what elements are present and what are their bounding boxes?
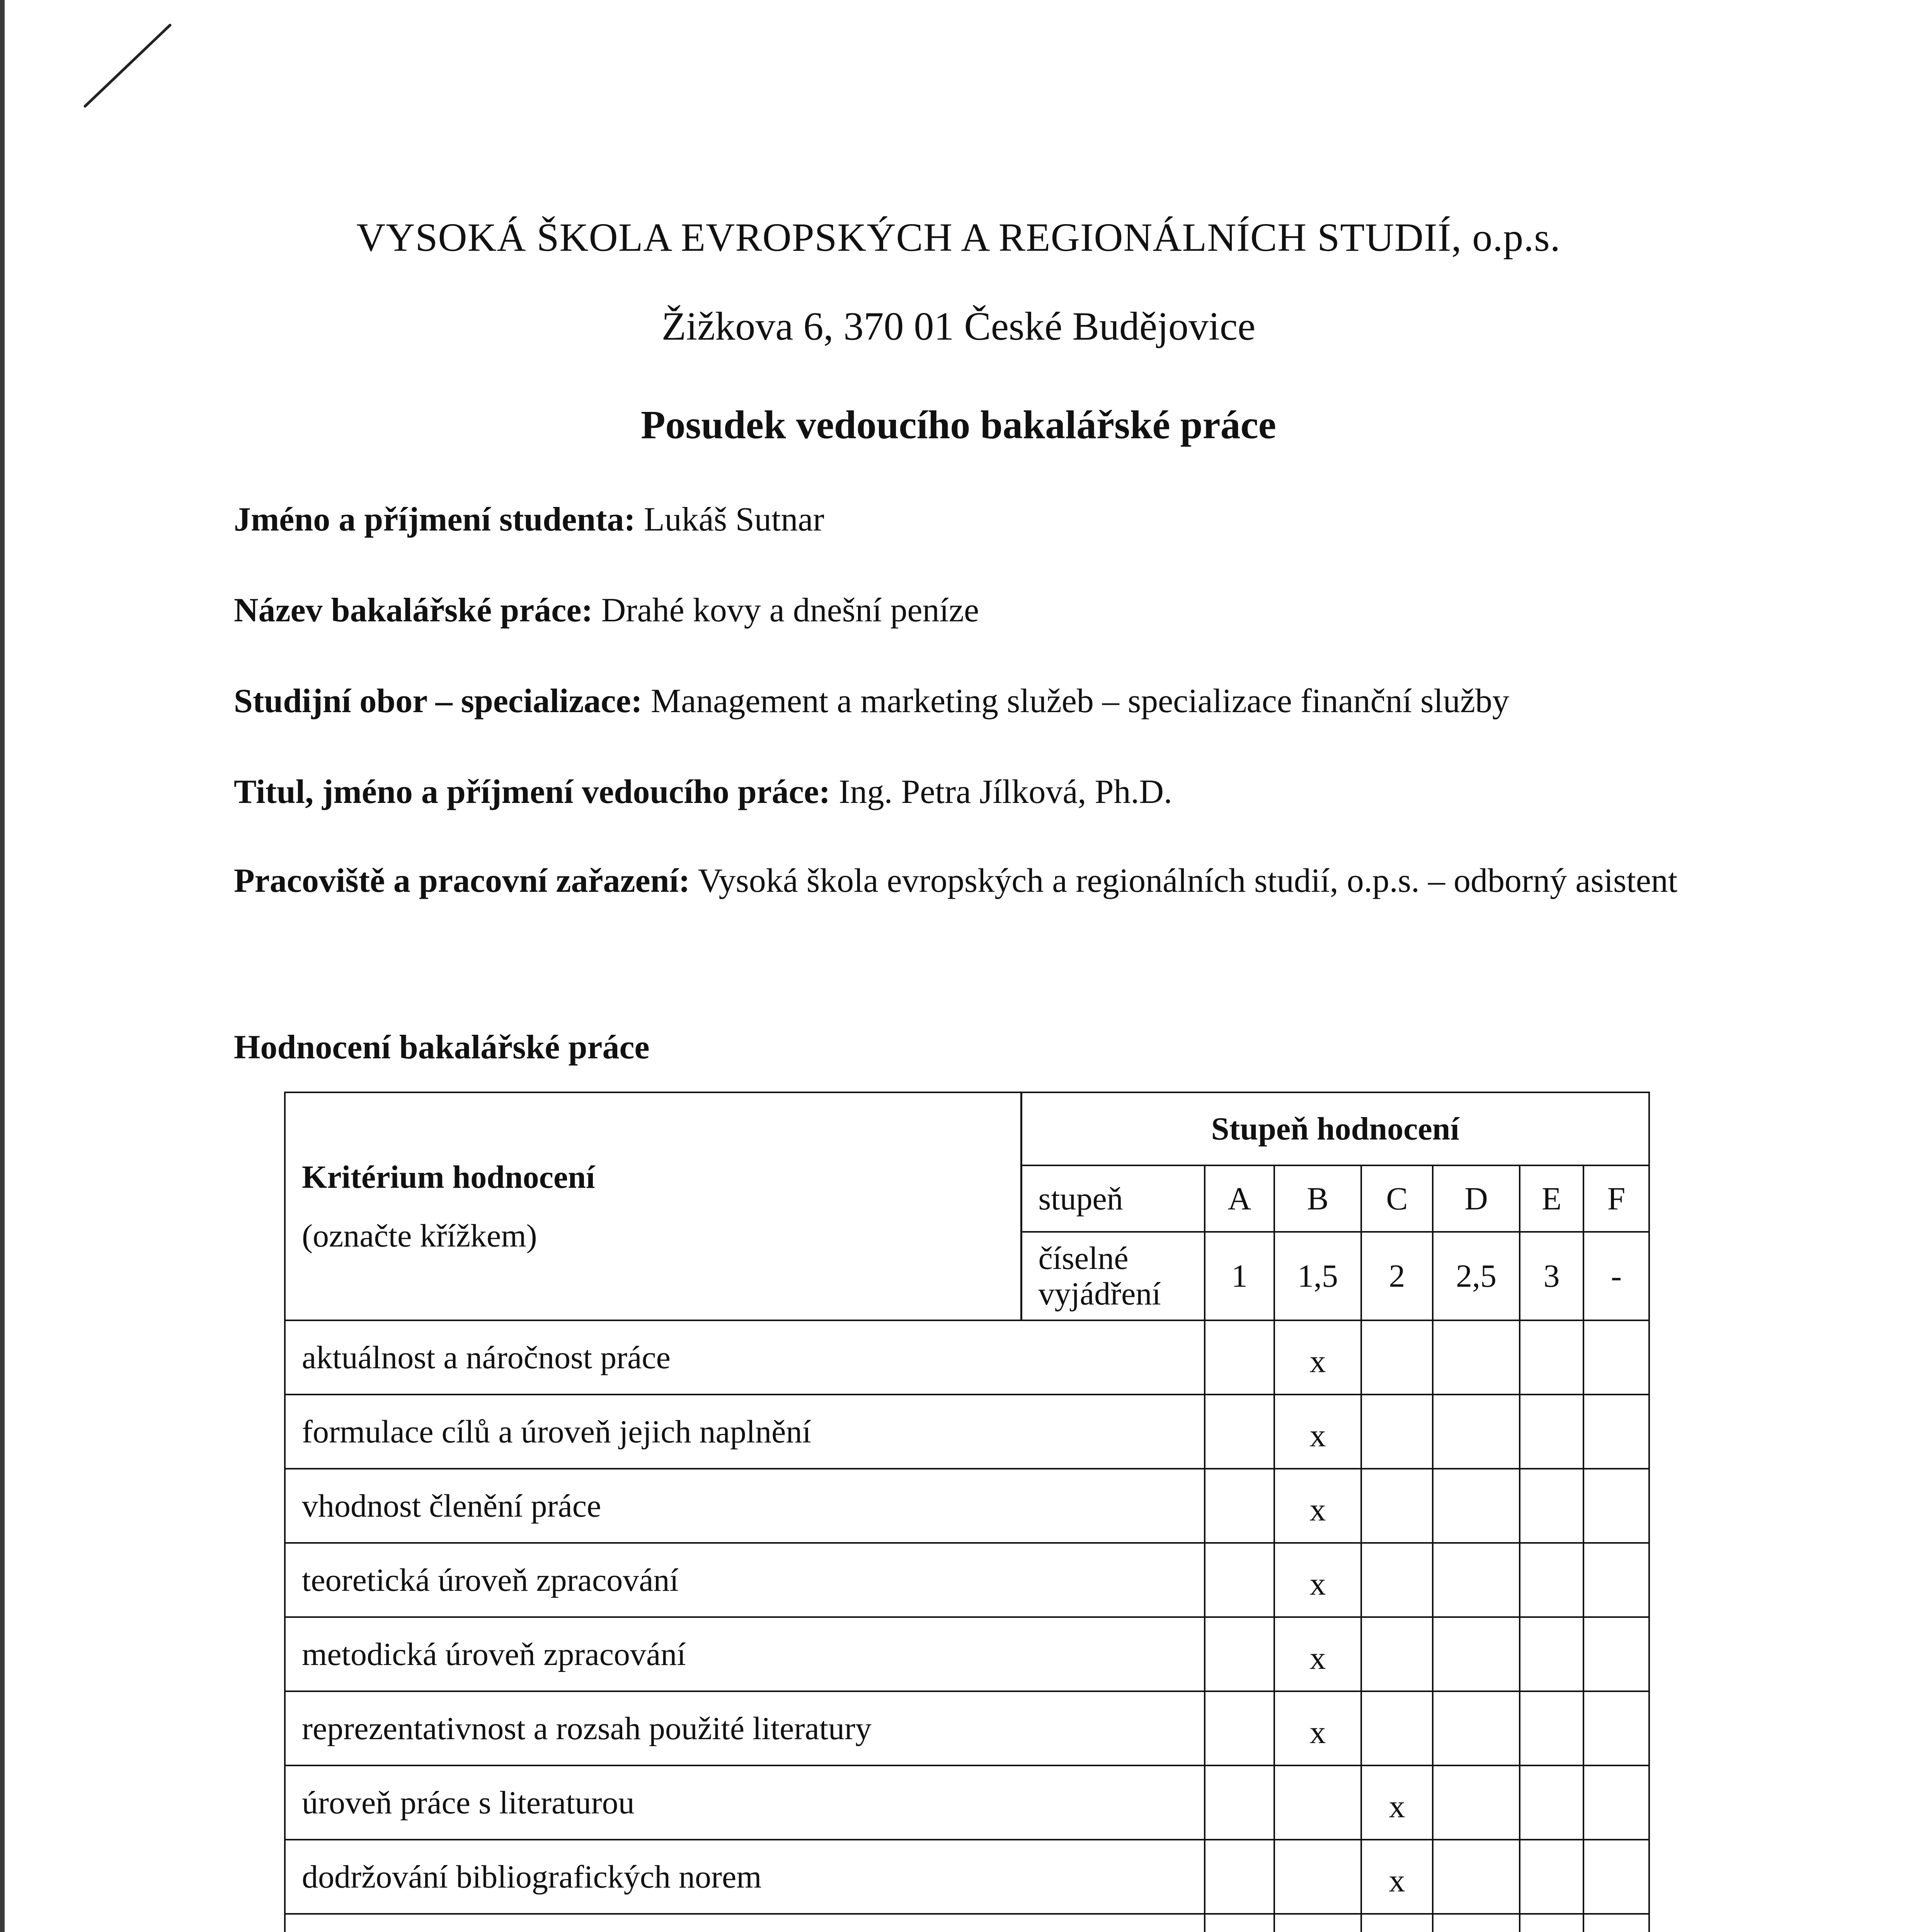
- criterion-header-cell: [285, 1092, 1021, 1320]
- field-value: Vysoká škola evropských a regionálních studií, o.p.s. – odborný asistent: [698, 862, 1678, 900]
- grade-mark-cell: [1520, 1320, 1583, 1395]
- grade-mark-cell: [1583, 1543, 1649, 1617]
- field-value: Management a marketing služeb – specializace finanční služby: [650, 682, 1509, 720]
- criterion-label: dodržování bibliografických norem: [285, 1840, 1205, 1914]
- grade-mark-cell: [1520, 1691, 1583, 1765]
- criterion-row: [285, 1469, 1649, 1543]
- grade-mark-cell: [1433, 1320, 1520, 1395]
- grade-mark-cell: [1583, 1617, 1649, 1691]
- grade-letter: F: [1583, 1165, 1649, 1232]
- field-supervisor: [234, 771, 1172, 813]
- grade-mark-cell: x: [1274, 1469, 1361, 1543]
- grade-mark-cell: [1205, 1617, 1274, 1691]
- criterion-row: [285, 1765, 1649, 1840]
- grade-mark-cell: [1583, 1469, 1649, 1543]
- field-separator: [642, 682, 651, 720]
- grade-mark-cell: x: [1274, 1543, 1361, 1617]
- grade-mark-cell: [1274, 1914, 1361, 1932]
- criterion-label: metodická úroveň zpracování: [285, 1617, 1205, 1691]
- grade-mark-cell: [1520, 1469, 1583, 1543]
- criterion-row: [285, 1617, 1649, 1691]
- grade-letter: C: [1361, 1165, 1433, 1232]
- grade-mark-cell: [1433, 1617, 1520, 1691]
- grade-mark-cell: [1274, 1765, 1361, 1840]
- grade-mark-cell: [1205, 1395, 1274, 1469]
- grade-row-label: stupeň: [1021, 1165, 1205, 1232]
- grade-mark-cell: x: [1274, 1320, 1361, 1395]
- grade-mark-cell: [1433, 1691, 1520, 1765]
- scan-edge-line: [0, 0, 5, 1932]
- criterion-row: [285, 1691, 1649, 1765]
- criterion-row: [285, 1395, 1649, 1469]
- criterion-row: [285, 1914, 1649, 1932]
- grade-mark-cell: [1205, 1320, 1274, 1395]
- grade-mark-cell: x: [1361, 1765, 1433, 1840]
- evaluation-table-body: [285, 1092, 1649, 1932]
- criterion-hint: (označte křížkem): [302, 1218, 537, 1254]
- grade-mark-cell: [1583, 1691, 1649, 1765]
- criterion-label: teoretická úroveň zpracování: [285, 1543, 1205, 1617]
- grade-mark-cell: x: [1361, 1840, 1433, 1914]
- grade-mark-cell: [1520, 1617, 1583, 1691]
- institution-address: Žižkova 6, 370 01 České Budějovice: [661, 304, 1256, 349]
- grade-numeric: 2,5: [1433, 1232, 1520, 1320]
- grade-mark-cell: [1520, 1840, 1583, 1914]
- field-value: Drahé kovy a dnešní peníze: [601, 592, 979, 629]
- field-separator: [593, 592, 601, 629]
- field-label: Pracoviště a pracovní zařazení:: [234, 862, 690, 900]
- grade-mark-cell: [1520, 1543, 1583, 1617]
- grade-mark-cell: [1205, 1691, 1274, 1765]
- grade-mark-cell: [1205, 1543, 1274, 1617]
- grade-numeric: -: [1583, 1232, 1649, 1320]
- grade-mark-cell: [1583, 1395, 1649, 1469]
- grade-letter: E: [1520, 1165, 1583, 1232]
- grade-mark-cell: x: [1274, 1395, 1361, 1469]
- institution-name: VYSOKÁ ŠKOLA EVROPSKÝCH A REGIONÁLNÍCH STUDIÍ, o.p.s.: [356, 215, 1561, 260]
- grade-mark-cell: [1520, 1395, 1583, 1469]
- criterion-label: [285, 1914, 1205, 1932]
- grade-mark-cell: [1433, 1765, 1520, 1840]
- grade-mark-cell: [1361, 1617, 1433, 1691]
- field-label: Titul, jméno a příjmení vedoucího práce: [234, 773, 819, 811]
- criterion-row: [285, 1543, 1649, 1617]
- grade-mark-cell: [1205, 1840, 1274, 1914]
- grade-mark-cell: [1433, 1469, 1520, 1543]
- field-label: Název bakalářské práce:: [234, 592, 593, 629]
- field-label: Jméno a příjmení studenta: [234, 501, 624, 538]
- evaluation-section-title: Hodnocení bakalářské práce: [234, 1029, 650, 1066]
- field-workplace: [234, 860, 1687, 902]
- criterion-row: [285, 1320, 1649, 1395]
- criterion-row: [285, 1840, 1649, 1914]
- field-thesis-title: [234, 589, 979, 632]
- grade-letter: A: [1205, 1165, 1274, 1232]
- grade-mark-cell: [1433, 1543, 1520, 1617]
- table-header-row: [285, 1092, 1649, 1165]
- grade-mark-cell: [1583, 1914, 1649, 1932]
- grade-letter: D: [1433, 1165, 1520, 1232]
- field-value: Ing. Petra Jílková, Ph.D.: [839, 773, 1172, 811]
- grade-mark-cell: [1205, 1469, 1274, 1543]
- grade-mark-cell: [1205, 1914, 1274, 1932]
- pen-slash-mark: [77, 17, 178, 114]
- field-student: [234, 498, 824, 541]
- grade-mark-cell: [1433, 1395, 1520, 1469]
- field-value: Lukáš Sutnar: [644, 501, 824, 538]
- grade-mark-cell: [1520, 1765, 1583, 1840]
- evaluation-table: [284, 1092, 1651, 1932]
- grade-mark-cell: x: [1274, 1617, 1361, 1691]
- numeric-row-label: číselné vyjádření: [1021, 1232, 1205, 1320]
- grade-mark-cell: [1361, 1395, 1433, 1469]
- field-separator: :: [624, 501, 644, 538]
- grade-mark-cell: [1361, 1914, 1433, 1932]
- criterion-label: reprezentativnost a rozsah použité literatury: [285, 1691, 1205, 1765]
- criterion-label: úroveň práce s literaturou: [285, 1765, 1205, 1840]
- grade-mark-cell: [1583, 1840, 1649, 1914]
- grade-mark-cell: [1433, 1914, 1520, 1932]
- grade-numeric: 2: [1361, 1232, 1433, 1320]
- grade-mark-cell: [1361, 1543, 1433, 1617]
- grade-mark-cell: [1205, 1765, 1274, 1840]
- grade-mark-cell: [1583, 1320, 1649, 1395]
- grade-mark-cell: [1361, 1469, 1433, 1543]
- criterion-label: formulace cílů a úroveň jejich naplnění: [285, 1395, 1205, 1469]
- grade-numeric: 1,5: [1274, 1232, 1361, 1320]
- grade-mark-cell: [1583, 1765, 1649, 1840]
- grade-letter: B: [1274, 1165, 1361, 1232]
- grade-numeric: 1: [1205, 1232, 1274, 1320]
- criterion-label: vhodnost členění práce: [285, 1469, 1205, 1543]
- grade-mark-cell: x: [1274, 1691, 1361, 1765]
- grade-mark-cell: [1433, 1840, 1520, 1914]
- field-separator: [690, 862, 698, 900]
- grade-header: Stupeň hodnocení: [1021, 1092, 1649, 1165]
- field-separator: :: [819, 773, 839, 811]
- grade-mark-cell: [1274, 1840, 1361, 1914]
- grade-mark-cell: [1361, 1691, 1433, 1765]
- grade-mark-cell: [1520, 1914, 1583, 1932]
- document-title: Posudek vedoucího bakalářské práce: [641, 403, 1276, 447]
- criterion-header: Kritérium hodnocení: [302, 1159, 595, 1195]
- field-study-program: [234, 680, 1509, 723]
- grade-mark-cell: [1361, 1320, 1433, 1395]
- criterion-label: aktuálnost a náročnost práce: [285, 1320, 1205, 1395]
- grade-numeric: 3: [1520, 1232, 1583, 1320]
- field-label: Studijní obor – specializace:: [234, 682, 642, 720]
